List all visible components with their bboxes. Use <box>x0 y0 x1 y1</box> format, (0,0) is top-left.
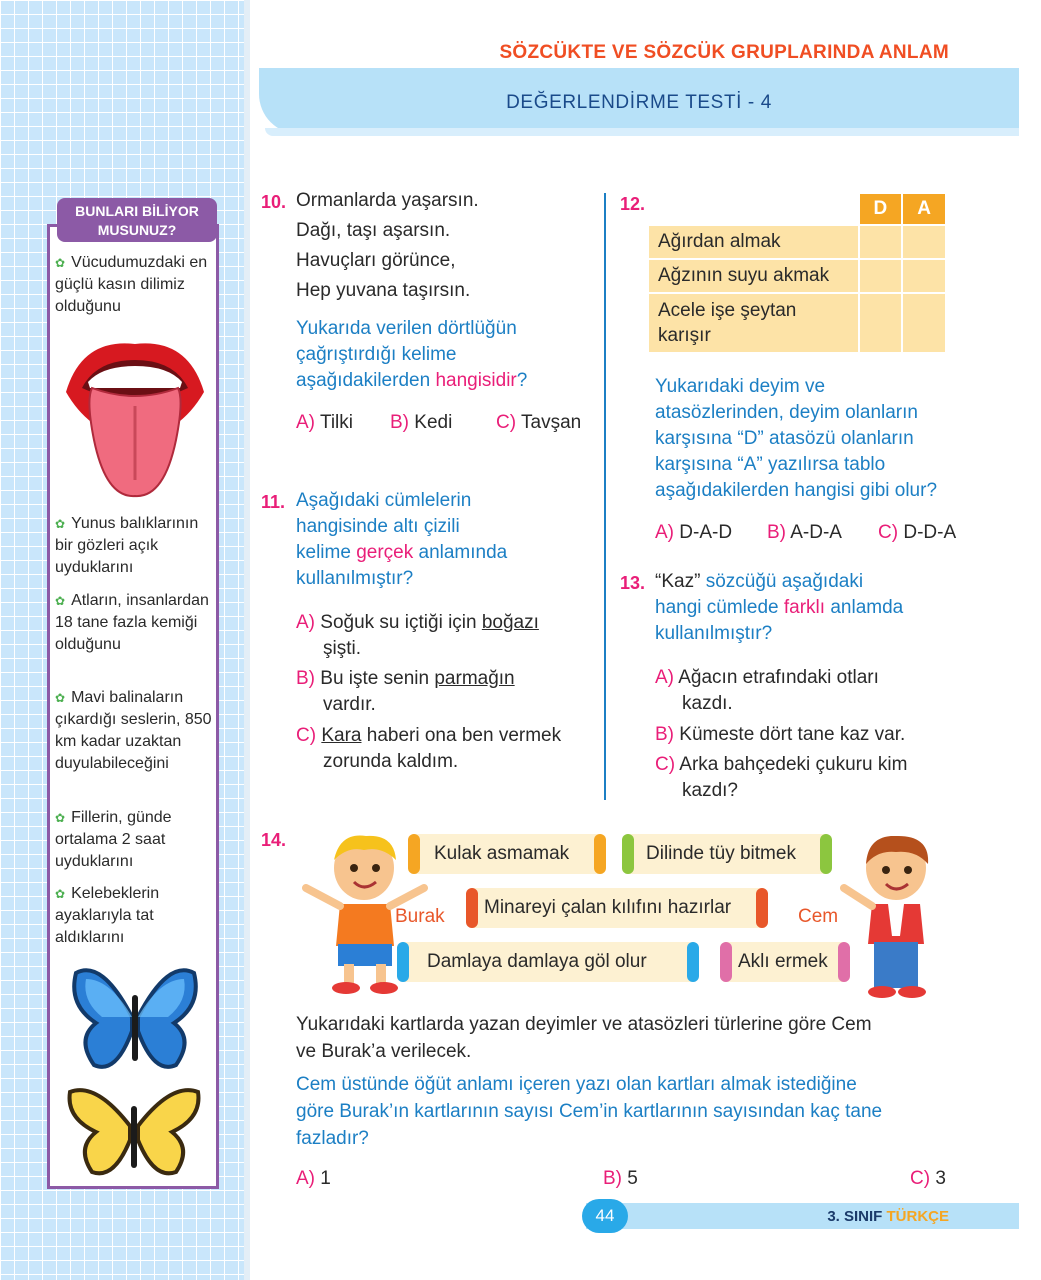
did-you-know-title-line2: MUSUNUZ? <box>97 222 177 238</box>
page-number: 44 <box>582 1199 628 1233</box>
column-divider <box>604 193 606 800</box>
card-color-bar <box>397 942 409 982</box>
grid-edge <box>244 0 250 1280</box>
proverb-card[interactable]: Damlaya damlaya göl olur <box>397 942 699 982</box>
fact-item: ✿ Atların, insanlardan 18 tane fazla kemiği olduğunu <box>55 592 209 653</box>
card-color-bar <box>466 888 478 928</box>
table-cell <box>902 225 946 259</box>
fact-item: ✿ Yunus balıklarının bir gözleri açık uyduklarını <box>55 515 199 576</box>
poem-line: Hep yuvana taşırsın. <box>296 280 471 301</box>
flower-bullet-icon: ✿ <box>55 811 66 825</box>
proverb-card[interactable]: Minareyi çalan kılıfını hazırlar <box>466 888 768 928</box>
table-row-label: Acele işe şeytan karışır <box>648 293 859 353</box>
poem-line: Ormanlarda yaşarsın. <box>296 190 479 211</box>
test-title: DEĞERLENDİRME TESTİ - 4 <box>506 92 772 113</box>
card-color-bar <box>594 834 606 874</box>
footer-band <box>586 1203 1019 1229</box>
boy-cem-illustration <box>838 836 948 1000</box>
idiom-card[interactable]: Dilinde tüy bitmek <box>622 834 832 874</box>
question-12-prompt: Yukarıdaki deyim ve atasözlerinden, deyim olanların karşısına “D” atasözü olanların karşısına “A” yazılırsa tablo aşağıdakilerden hangisi gibi olur? <box>655 376 938 501</box>
card-color-bar <box>720 942 732 982</box>
poem-line: Havuçları görünce, <box>296 250 456 271</box>
table-row-label: Ağırdan almak <box>648 225 859 259</box>
test-title-band-shadow <box>265 128 1019 136</box>
question-14-prompt: Cem üstünde öğüt anlamı içeren yazı olan kartları almak istediğine göre Burak’ın kartlarının sayısı Cem’in kartlarının sayısından kaç tane fazladır? <box>296 1074 883 1149</box>
column-d-header: D <box>859 193 903 225</box>
flower-bullet-icon: ✿ <box>55 594 66 608</box>
card-color-bar <box>820 834 832 874</box>
table-row-label: Ağzının suyu akmak <box>648 259 859 293</box>
fact-item: ✿ Kelebeklerin ayaklarıyla tat aldıklarını <box>55 885 160 946</box>
idiom-card[interactable]: Kulak asmamak <box>408 834 606 874</box>
card-color-bar <box>408 834 420 874</box>
card-color-bar <box>687 942 699 982</box>
fact-item: ✿ Mavi balinaların çıkardığı seslerin, 850 km kadar uzaktan duyulabileceğini <box>55 689 212 772</box>
q10-option-c[interactable]: C) Tavşan <box>496 412 582 433</box>
question-10-number: 10. <box>261 192 287 212</box>
name-label-cem: Cem <box>798 906 839 927</box>
q11-option-a[interactable]: A) Soğuk su içtiği için boğazı şişti. <box>296 612 539 659</box>
unit-title: SÖZCÜKTE VE SÖZCÜK GRUPLARINDA ANLAM <box>499 42 949 63</box>
q14-option-b[interactable]: B) 5 <box>603 1168 638 1189</box>
question-12-number: 12. <box>620 194 646 214</box>
question-10-prompt: Yukarıda verilen dörtlüğün çağrıştırdığı kelime aşağıdakilerden hangisidir? <box>296 318 528 391</box>
question-13-number: 13. <box>620 573 646 593</box>
table-cell <box>902 259 946 293</box>
flower-bullet-icon: ✿ <box>55 256 66 270</box>
table-cell <box>859 293 903 353</box>
card-color-bar <box>838 942 850 982</box>
did-you-know-title <box>57 198 217 242</box>
table-cell <box>859 225 903 259</box>
question-11-number: 11. <box>261 492 286 512</box>
question-13-prompt: “Kaz” sözcüğü aşağıdaki hangi cümlede farklı anlamda kullanılmıştır? <box>655 571 904 644</box>
table-cell <box>859 259 903 293</box>
q13-option-a[interactable]: A) Ağacın etrafındaki otları kazdı. <box>655 667 879 714</box>
footer-grade: 3. SINIF TÜRKÇE <box>827 1208 949 1225</box>
fact-item: ✿ Vücudumuzdaki en güçlü kasın dilimiz olduğunu <box>55 254 208 315</box>
name-label-burak: Burak <box>395 906 445 927</box>
question-14-text: Yukarıdaki kartlarda yazan deyimler ve atasözleri türlerine göre Cem ve Burak’a verilecek. <box>296 1014 872 1062</box>
q14-option-c[interactable]: C) 3 <box>910 1168 946 1189</box>
q12-option-b[interactable]: B) A-D-A <box>767 522 842 543</box>
flower-bullet-icon: ✿ <box>55 517 66 531</box>
question-11-prompt: Aşağıdaki cümlelerin hangisinde altı çizili kelime gerçek anlamında kullanılmıştır? <box>296 490 508 589</box>
q14-option-a[interactable]: A) 1 <box>296 1168 331 1189</box>
q13-option-b[interactable]: B) Kümeste dört tane kaz var. <box>655 724 906 745</box>
yellow-butterfly-illustration <box>66 1082 202 1180</box>
flower-bullet-icon: ✿ <box>55 887 66 901</box>
q12-table <box>648 193 946 353</box>
q11-option-c[interactable]: C) Kara haberi ona ben vermek zorunda kaldım. <box>296 725 562 772</box>
question-10-poem <box>296 186 479 306</box>
fact-item: ✿ Fillerin, günde ortalama 2 saat uyduklarını <box>55 809 172 870</box>
flower-bullet-icon: ✿ <box>55 691 66 705</box>
q10-option-a[interactable]: A) Tilki <box>296 412 354 433</box>
q12-option-c[interactable]: C) D-D-A <box>878 522 957 543</box>
card-color-bar <box>756 888 768 928</box>
blue-butterfly-illustration <box>72 965 198 1075</box>
q12-option-a[interactable]: A) D-A-D <box>655 522 733 543</box>
column-a-header: A <box>902 193 946 225</box>
q10-option-b[interactable]: B) Kedi <box>390 412 453 433</box>
poem-line: Dağı, taşı aşarsın. <box>296 220 451 241</box>
q13-option-c[interactable]: C) Arka bahçedeki çukuru kim kazdı? <box>655 754 908 801</box>
idiom-card[interactable]: Aklı ermek <box>720 942 850 982</box>
question-14-number: 14. <box>261 830 287 850</box>
mouth-tongue-illustration <box>62 330 208 498</box>
table-cell <box>902 293 946 353</box>
did-you-know-title-line1: BUNLARI BİLİYOR <box>75 203 199 219</box>
card-color-bar <box>622 834 634 874</box>
q11-option-b[interactable]: B) Bu işte senin parmağın vardır. <box>296 668 515 715</box>
